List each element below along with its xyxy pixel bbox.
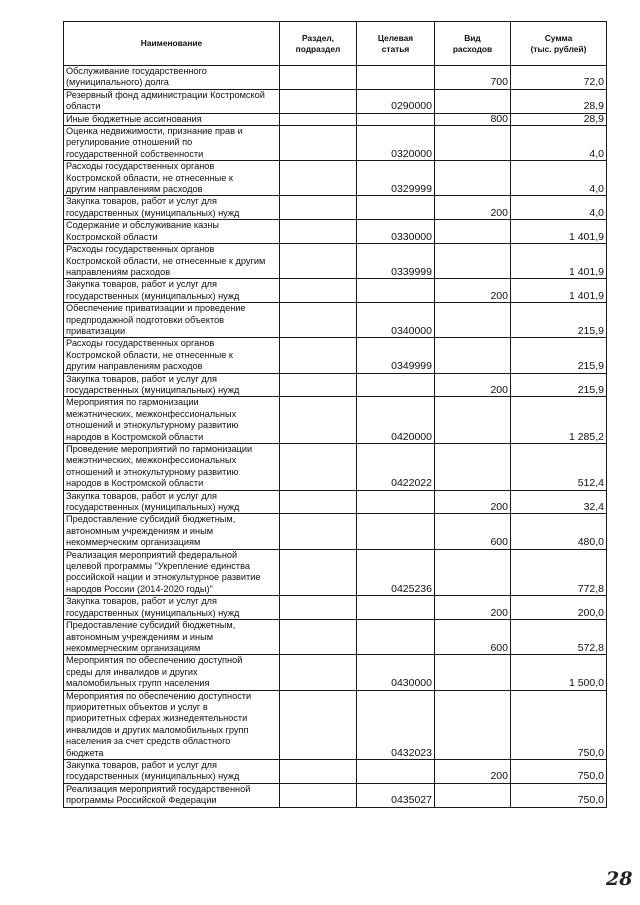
row-expense-type-cell [435, 126, 511, 161]
row-expense-type-cell: 200 [435, 490, 511, 514]
row-section-cell [280, 759, 357, 783]
row-name-cell: Закупка товаров, работ и услуг для государственных (муниципальных) нужд [64, 373, 280, 397]
row-section-cell [280, 66, 357, 90]
row-sum-cell: 72,0 [511, 66, 607, 90]
table-row [64, 397, 607, 444]
table-row [64, 620, 607, 655]
row-expense-type-cell: 600 [435, 514, 511, 549]
table-row [64, 244, 607, 279]
table-row [64, 126, 607, 161]
row-expense-type-cell [435, 690, 511, 759]
row-name-cell: Оценка недвижимости, признание прав и регулирование отношений по государственной собственности [64, 126, 280, 161]
row-sum-cell: 28,9 [511, 89, 607, 113]
row-target-cell: 0329999 [357, 161, 435, 196]
table-row [64, 66, 607, 90]
row-section-cell [280, 690, 357, 759]
row-name-cell: Обеспечение приватизации и проведение предпродажной подготовки объектов приватизации [64, 303, 280, 338]
row-target-cell: 0320000 [357, 126, 435, 161]
row-section-cell [280, 113, 357, 125]
row-expense-type-cell [435, 549, 511, 596]
row-expense-type-cell: 200 [435, 279, 511, 303]
row-sum-cell: 512,4 [511, 444, 607, 491]
row-name-cell: Резервный фонд администрации Костромской области [64, 89, 280, 113]
row-section-cell [280, 397, 357, 444]
row-sum-cell: 215,9 [511, 303, 607, 338]
row-sum-cell: 572,8 [511, 620, 607, 655]
row-name-cell: Закупка товаров, работ и услуг для государственных (муниципальных) нужд [64, 279, 280, 303]
row-section-cell [280, 783, 357, 807]
row-name-cell: Содержание и обслуживание казны Костромской области [64, 220, 280, 244]
table-row [64, 490, 607, 514]
row-target-cell: 0349999 [357, 338, 435, 373]
table-row [64, 783, 607, 807]
row-expense-type-cell [435, 161, 511, 196]
row-section-cell [280, 338, 357, 373]
row-target-cell [357, 373, 435, 397]
row-expense-type-cell: 200 [435, 759, 511, 783]
row-expense-type-cell: 700 [435, 66, 511, 90]
row-target-cell: 0425236 [357, 549, 435, 596]
row-target-cell [357, 620, 435, 655]
row-name-cell: Предоставление субсидий бюджетным, автономным учреждениям и иным некоммерческим организациям [64, 620, 280, 655]
table-row [64, 444, 607, 491]
row-expense-type-cell: 200 [435, 196, 511, 220]
row-expense-type-cell: 800 [435, 113, 511, 125]
column-header-expense-type: Вид расходов [435, 22, 511, 66]
row-sum-cell: 1 285,2 [511, 397, 607, 444]
row-expense-type-cell [435, 244, 511, 279]
row-expense-type-cell [435, 397, 511, 444]
row-target-cell [357, 759, 435, 783]
row-section-cell [280, 196, 357, 220]
row-sum-cell: 772,8 [511, 549, 607, 596]
row-expense-type-cell [435, 338, 511, 373]
row-name-cell: Расходы государственных органов Костромской области, не отнесенные к другим направлениям расходов [64, 244, 280, 279]
row-sum-cell: 200,0 [511, 596, 607, 620]
row-section-cell [280, 373, 357, 397]
row-sum-cell: 28,9 [511, 113, 607, 125]
row-target-cell: 0420000 [357, 397, 435, 444]
row-target-cell: 0330000 [357, 220, 435, 244]
row-name-cell: Реализация мероприятий федеральной целевой программы "Укрепление единства российской нации и этнокультурное развитие народов России (2014-2020 годы)" [64, 549, 280, 596]
row-expense-type-cell: 200 [435, 596, 511, 620]
column-header-sum: Сумма (тыс. рублей) [511, 22, 607, 66]
row-target-cell: 0290000 [357, 89, 435, 113]
row-sum-cell: 750,0 [511, 690, 607, 759]
row-name-cell: Закупка товаров, работ и услуг для государственных (муниципальных) нужд [64, 490, 280, 514]
table-row [64, 279, 607, 303]
row-sum-cell: 32,4 [511, 490, 607, 514]
table-row [64, 338, 607, 373]
row-sum-cell: 750,0 [511, 759, 607, 783]
row-expense-type-cell [435, 655, 511, 690]
row-sum-cell: 1 401,9 [511, 279, 607, 303]
row-sum-cell: 750,0 [511, 783, 607, 807]
row-target-cell [357, 196, 435, 220]
row-sum-cell: 215,9 [511, 338, 607, 373]
row-section-cell [280, 161, 357, 196]
row-target-cell: 0422022 [357, 444, 435, 491]
table-row [64, 161, 607, 196]
table-row [64, 690, 607, 759]
row-sum-cell: 480,0 [511, 514, 607, 549]
column-header-target: Целевая статья [357, 22, 435, 66]
row-name-cell: Иные бюджетные ассигнования [64, 113, 280, 125]
row-expense-type-cell [435, 220, 511, 244]
row-sum-cell: 4,0 [511, 126, 607, 161]
row-expense-type-cell [435, 303, 511, 338]
row-target-cell [357, 279, 435, 303]
row-name-cell: Закупка товаров, работ и услуг для государственных (муниципальных) нужд [64, 596, 280, 620]
row-section-cell [280, 89, 357, 113]
row-name-cell: Расходы государственных органов Костромской области, не отнесенные к другим направлениям расходов [64, 338, 280, 373]
row-target-cell: 0435027 [357, 783, 435, 807]
table-row [64, 514, 607, 549]
table-row [64, 759, 607, 783]
table-row [64, 196, 607, 220]
row-section-cell [280, 244, 357, 279]
budget-table [63, 21, 607, 808]
row-sum-cell: 1 500,0 [511, 655, 607, 690]
row-expense-type-cell [435, 89, 511, 113]
row-name-cell: Закупка товаров, работ и услуг для государственных (муниципальных) нужд [64, 759, 280, 783]
row-name-cell: Мероприятия по обеспечению доступности приоритетных объектов и услуг в приоритетных сферах жизнедеятельности инвалидов и других маломобильных групп населения за счет средств областного бюджета [64, 690, 280, 759]
row-target-cell: 0430000 [357, 655, 435, 690]
row-target-cell [357, 514, 435, 549]
row-sum-cell: 4,0 [511, 161, 607, 196]
row-section-cell [280, 490, 357, 514]
row-section-cell [280, 303, 357, 338]
table-row [64, 373, 607, 397]
row-expense-type-cell: 200 [435, 373, 511, 397]
table-header-row [64, 22, 607, 66]
row-sum-cell: 1 401,9 [511, 220, 607, 244]
row-target-cell: 0432023 [357, 690, 435, 759]
table-row [64, 113, 607, 125]
table-row [64, 549, 607, 596]
row-name-cell: Проведение мероприятий по гармонизации межэтнических, межконфессиональных отношений и этнокультурному развитию народов в Костромской области [64, 444, 280, 491]
row-sum-cell: 1 401,9 [511, 244, 607, 279]
row-target-cell [357, 113, 435, 125]
row-section-cell [280, 596, 357, 620]
row-section-cell [280, 514, 357, 549]
row-section-cell [280, 655, 357, 690]
row-sum-cell: 215,9 [511, 373, 607, 397]
column-header-section: Раздел, подраздел [280, 22, 357, 66]
row-name-cell: Мероприятия по обеспечению доступной среды для инвалидов и других маломобильных групп населения [64, 655, 280, 690]
row-name-cell: Предоставление субсидий бюджетным, автономным учреждениям и иным некоммерческим организациям [64, 514, 280, 549]
row-target-cell [357, 66, 435, 90]
row-section-cell [280, 444, 357, 491]
row-section-cell [280, 220, 357, 244]
row-name-cell: Расходы государственных органов Костромской области, не отнесенные к другим направлениям расходов [64, 161, 280, 196]
row-expense-type-cell [435, 444, 511, 491]
column-header-name: Наименование [64, 22, 280, 66]
row-target-cell: 0340000 [357, 303, 435, 338]
row-section-cell [280, 620, 357, 655]
table-body [64, 66, 607, 808]
row-section-cell [280, 279, 357, 303]
row-expense-type-cell [435, 783, 511, 807]
table-row [64, 303, 607, 338]
row-target-cell [357, 596, 435, 620]
table-row [64, 596, 607, 620]
row-name-cell: Обслуживание государственного (муниципального) долга [64, 66, 280, 90]
table-row [64, 220, 607, 244]
row-sum-cell: 4,0 [511, 196, 607, 220]
row-name-cell: Закупка товаров, работ и услуг для государственных (муниципальных) нужд [64, 196, 280, 220]
row-section-cell [280, 126, 357, 161]
row-target-cell [357, 490, 435, 514]
table-row [64, 655, 607, 690]
row-target-cell: 0339999 [357, 244, 435, 279]
row-name-cell: Реализация мероприятий государственной программы Российской Федерации [64, 783, 280, 807]
row-name-cell: Мероприятия по гармонизации межэтнических, межконфессиональных отношений и этнокультурному развитию народов в Костромской области [64, 397, 280, 444]
table-row [64, 89, 607, 113]
row-expense-type-cell: 600 [435, 620, 511, 655]
row-section-cell [280, 549, 357, 596]
handwritten-page-number: 28 [606, 868, 633, 890]
